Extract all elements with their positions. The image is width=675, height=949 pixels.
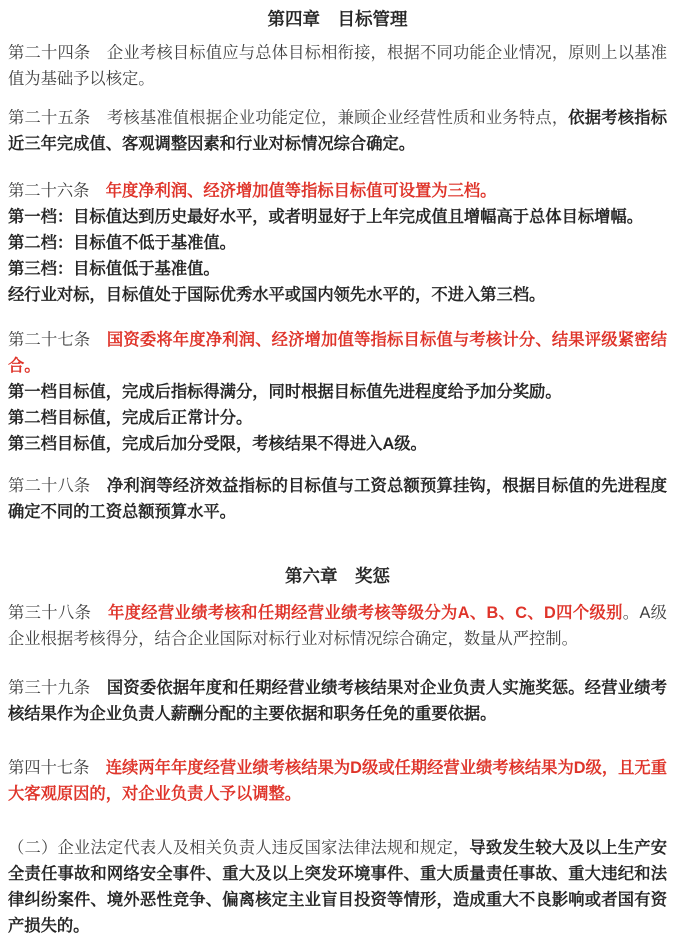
text-line (8, 473, 667, 525)
text-segment-bold: 导致发生较大及以上生产安全责任事故和网络安全事件、重大及以上突发环境事件、重大质量责任事故、重大违纪和法律纠纷案件、境外恶性竞争、偏离核定主业盲目投资等情形，造成重大不良影响或者国有资产损失的。 (8, 839, 667, 935)
text-line (8, 327, 667, 379)
text-segment: 。A级企业根据考核得分，结合企业国际对标行业对标情况综合确定，数量从严控制。 (8, 604, 667, 648)
paragraph (8, 675, 667, 727)
paragraph (8, 835, 667, 939)
text-line (8, 282, 667, 308)
text-segment-bold: 经行业对标，目标值处于国际优秀水平或国内领先水平的，不进入第三档。 (8, 286, 546, 304)
chapter-heading (8, 563, 667, 589)
text-segment-bold: 第三档：目标值低于基准值。 (8, 260, 220, 278)
text-segment: （二）企业法定代表人及相关负责人违反国家法律法规和规定， (8, 839, 470, 857)
paragraph (8, 105, 667, 157)
text-line (8, 755, 667, 807)
text-segment-bold: 第三档目标值，完成后加分受限，考核结果不得进入A级。 (8, 435, 427, 453)
paragraph (8, 178, 667, 308)
text-segment: 第二十七条 (8, 331, 107, 349)
text-segment-bold: 净利润等经济效益指标的目标值与工资总额预算挂钩，根据目标值的先进程度确定不同的工资总额预算水平。 (8, 477, 667, 521)
text-line (8, 230, 667, 256)
text-segment: 第二十六条 (8, 182, 106, 200)
paragraph (8, 600, 667, 652)
text-segment-red-bold: 年度经营业绩考核和任期经营业绩考核等级分为A、B、C、D四个级别 (107, 604, 623, 622)
text-line (8, 178, 667, 204)
text-segment-bold: 国资委依据年度和任期经营业绩考核结果对企业负责人实施奖惩。经营业绩考核结果作为企业负责人薪酬分配的主要依据和职务任免的重要依据。 (8, 679, 667, 723)
text-line (8, 600, 667, 652)
text-segment: 第四十七条 (8, 759, 106, 777)
text-segment-bold: 依据考核指标近三年完成值、客观调整因素和行业对标情况综合确定。 (8, 109, 667, 153)
text-segment-bold: 第一档：目标值达到历史最好水平，或者明显好于上年完成值且增幅高于总体目标增幅。 (8, 208, 643, 226)
text-line (8, 563, 667, 589)
text-segment-red-bold: 连续两年年度经营业绩考核结果为D级或任期经营业绩考核结果为D级，且无重大客观原因的，对企业负责人予以调整。 (8, 759, 667, 803)
text-line (8, 105, 667, 157)
text-segment-bold: 第二档目标值，完成后正常计分。 (8, 409, 253, 427)
paragraph (8, 327, 667, 457)
text-line (8, 405, 667, 431)
text-line (8, 835, 667, 939)
chapter-heading (8, 6, 667, 32)
text-segment-bold: 第六章 奖惩 (285, 566, 390, 586)
text-line (8, 6, 667, 32)
paragraph (8, 755, 667, 807)
text-line (8, 40, 667, 92)
text-segment: 第二十四条 企业考核目标值应与总体目标相衔接，根据不同功能企业情况，原则上以基准值为基础予以核定。 (8, 44, 667, 88)
text-line (8, 675, 667, 727)
text-segment-bold: 第一档目标值，完成后指标得满分，同时根据目标值先进程度给予加分奖励。 (8, 383, 562, 401)
text-segment-red-bold: 国资委将年度净利润、经济增加值等指标目标值与考核计分、结果评级紧密结合。 (8, 331, 667, 375)
text-segment: 第三十九条 (8, 679, 107, 697)
text-segment: 第二十八条 (8, 477, 107, 495)
text-segment: 第二十五条 考核基准值根据企业功能定位，兼顾企业经营性质和业务特点， (8, 109, 569, 127)
paragraph (8, 40, 667, 92)
text-segment: 第三十八条 (8, 604, 108, 622)
text-line (8, 379, 667, 405)
paragraph (8, 473, 667, 525)
text-segment-bold: 第二档：目标值不低于基准值。 (8, 234, 236, 252)
text-line (8, 431, 667, 457)
text-segment-bold: 第四章 目标管理 (267, 9, 408, 29)
text-segment-red-bold: 年度净利润、经济增加值等指标目标值可设置为三档。 (105, 182, 497, 200)
text-line (8, 204, 667, 230)
text-line (8, 256, 667, 282)
